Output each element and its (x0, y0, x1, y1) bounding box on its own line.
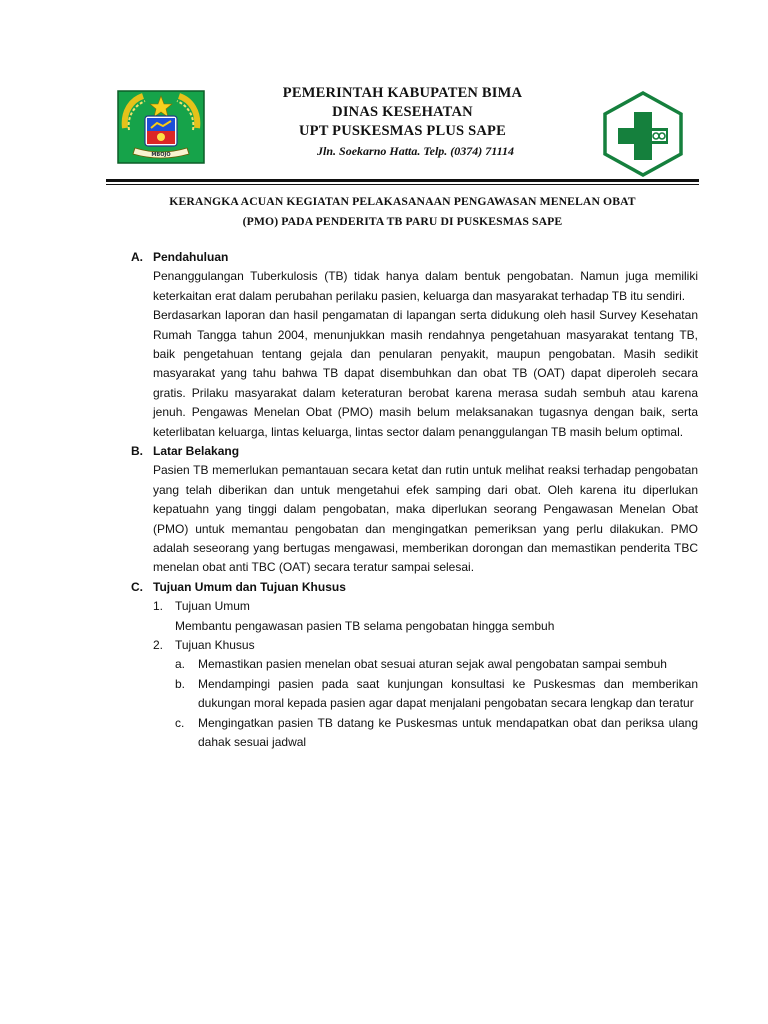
list-item-body: Membantu pengawasan pasien TB selama pengobatan hingga sembuh (175, 618, 555, 633)
section-b-letter: B. (131, 444, 143, 459)
section-a-letter: A. (131, 250, 143, 264)
letterhead-line-3: UPT PUSKESMAS PLUS SAPE (299, 123, 506, 139)
sub-list-item-text: Mengingatkan pasien TB datang ke Puskesmas untuk mendapatkan obat dan periksa ulang dahak sesuai jadwal (198, 715, 698, 750)
section-a-title: Pendahuluan (153, 250, 229, 264)
bima-regency-emblem-icon (117, 90, 205, 164)
puskesmas-logo-icon (600, 90, 686, 178)
document-body (0, 248, 768, 753)
letterhead-divider-thick (106, 179, 699, 182)
section-c-title: Tujuan Umum dan Tujuan Khusus (153, 579, 346, 594)
letterhead-line-2: DINAS KESEHATAN (332, 104, 473, 120)
document-title-line-1: KERANGKA ACUAN KEGIATAN PELAKASANAAN PENGAWASAN MENELAN OBAT (169, 195, 636, 208)
section-a-paragraph-2: Berdasarkan laporan dan hasil pengamatan di lapangan serta didukung oleh hasil Survey Kesehatan Rumah Tangga tahun 2004, menunjukkan masih rendahnya pengetahuan masyarakat tentang TB, baik pengetahuan tentang gejala dan penularan penyakit, maupun pengobatan. Masih sedikit masyarakat yang tahu bahwa TB dapat disembuhkan dan obat TB (OAT) dapat diperoleh secara gratis. Prilaku masyarakat dalam keteraturan berobat karena merasa sudah sembuh atau karena jenuh. Pengawas Menelan Obat (PMO) masih belum melaksanakan tugasnya dengan baik, serta keterlibatan keluarga, lintas keluarga, lintas sector dalam penanggulangan TB masih belum optimal. (153, 308, 698, 439)
list-item-number: 1. (153, 599, 164, 614)
sub-list-item-letter: b. (175, 676, 186, 691)
letterhead-address: Jln. Soekarno Hatta. Telp. (0374) 71114 (317, 144, 514, 158)
letterhead-divider-thin (106, 184, 699, 185)
section-b-paragraph-1: Pasien TB memerlukan pemantauan secara ketat dan rutin untuk melihat reaksi terhadap pengobatan yang telah diberikan dan untuk mengetahui efek samping dari obat. Oleh karena itu diperlukan kepatuahn yang tinggi dalam pengobatan, maka diperlukan seorang Pengawasan Menelan Obat (PMO) untuk memantau pengobatan dan mengingatkan pemeriksan yang perlu dilakukan. PMO adalah seseorang yang bertugas mengawasi, memberikan dorongan dan memastikan penderita TBC menelan obat anti TBC (OAT) secara teratur sampai selesai. (153, 463, 698, 575)
section-a-heading (0, 248, 768, 267)
document-title (110, 192, 695, 232)
document-title-line-2: (PMO) PADA PENDERITA TB PARU DI PUSKESMAS SAPE (242, 215, 563, 228)
sub-list-item-text: Memastikan pasien menelan obat sesuai aturan sejak awal pengobatan sampai sembuh (198, 657, 667, 672)
sub-list-item (0, 655, 768, 674)
section-b-heading (0, 442, 768, 461)
list-item (0, 597, 768, 616)
list-item-number: 2. (153, 638, 164, 653)
list-item-label: Tujuan Khusus (175, 638, 255, 653)
section-b-title: Latar Belakang (153, 444, 240, 459)
section-a-paragraph-1: Penanggulangan Tuberkulosis (TB) tidak hanya dalam bentuk pengobatan. Namun juga memiliki keterkaitan erat dalam perubahan perilaku pasien, keluarga dan masyarakat terhadap TB itu sendiri. (153, 269, 698, 303)
sub-list-item-text: Mendampingi pasien pada saat kunjungan konsultasi ke Puskesmas dan memberikan dukungan moral kepada pasien agar dapat menjalani pengobatan secara lengkap dan teratur (198, 676, 698, 711)
sub-list-item (0, 675, 768, 714)
letterhead-line-1: PEMERINTAH KABUPATEN BIMA (282, 85, 523, 101)
list-item (0, 636, 768, 655)
emblem-ribbon-text: MBOJO (151, 152, 171, 158)
sub-list-item (0, 714, 768, 753)
list-item-label: Tujuan Umum (175, 599, 250, 614)
sub-list-item-letter: c. (175, 715, 185, 730)
letterhead (215, 84, 590, 160)
sub-list-item-letter: a. (175, 657, 186, 672)
section-c-heading (0, 578, 768, 597)
section-c-letter: C. (131, 579, 143, 594)
